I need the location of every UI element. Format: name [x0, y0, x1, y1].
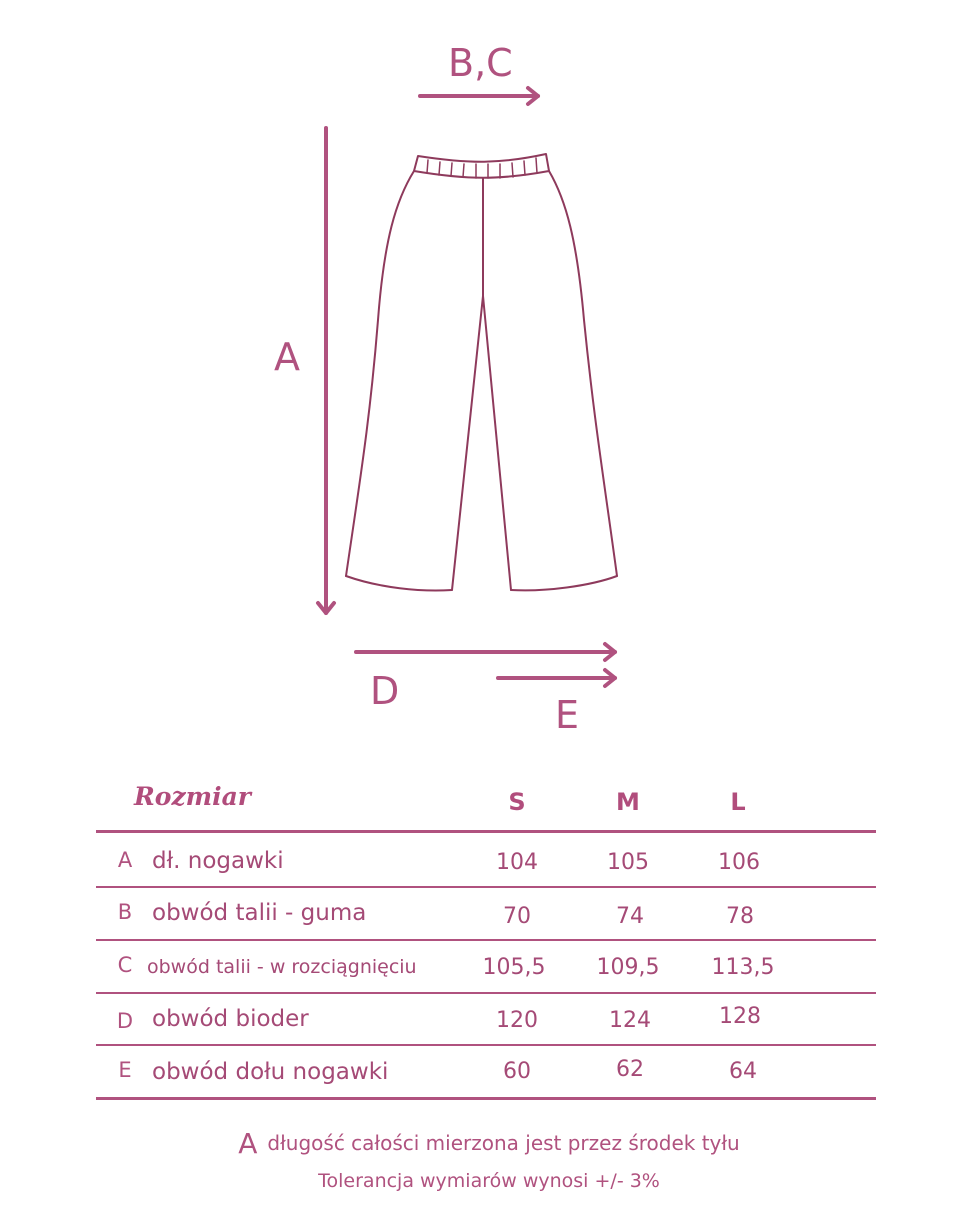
row-code: E — [118, 1058, 132, 1082]
arrow-e — [498, 670, 615, 686]
value-s: 70 — [503, 904, 531, 929]
table-row-b — [0, 888, 978, 938]
size-l-header: L — [730, 788, 746, 816]
row-label: obwód talii - w rozciągnięciu — [147, 956, 417, 978]
row-label: obwód talii - guma — [152, 900, 367, 926]
value-m: 105 — [607, 850, 649, 875]
value-m: 109,5 — [596, 955, 660, 980]
arrow-a — [318, 128, 334, 613]
value-s: 60 — [503, 1059, 531, 1084]
table-row-d — [0, 994, 978, 1044]
label-e: E — [555, 693, 580, 737]
table-top-rule — [96, 830, 876, 833]
note-text: długość całości mierzona jest przez środek tyłu — [267, 1131, 740, 1155]
value-l: 106 — [718, 850, 760, 875]
note-letter: A — [238, 1127, 258, 1160]
row-label: obwód dołu nogawki — [152, 1059, 389, 1085]
table-row-c — [0, 941, 978, 991]
size-table-header — [0, 780, 978, 826]
value-l: 113,5 — [711, 955, 775, 980]
row-label: dł. nogawki — [152, 848, 284, 874]
size-m-header: M — [616, 788, 640, 816]
arrow-b-c — [420, 88, 538, 104]
label-a: A — [274, 335, 300, 379]
value-m: 124 — [609, 1008, 651, 1033]
row-code: A — [117, 848, 133, 872]
value-s: 120 — [496, 1008, 538, 1033]
label-d: D — [370, 669, 400, 713]
value-l: 128 — [719, 1004, 761, 1029]
arrow-d — [356, 644, 615, 660]
row-code: C — [117, 953, 133, 977]
row-code: D — [116, 1009, 134, 1033]
table-bottom-rule — [96, 1097, 876, 1100]
size-s-header: S — [508, 788, 526, 816]
value-l: 64 — [729, 1059, 757, 1084]
label-b-c: B,C — [448, 41, 513, 85]
tolerance-note: Tolerancja wymiarów wynosi +/- 3% — [318, 1170, 660, 1192]
value-l: 78 — [726, 904, 754, 929]
table-row-a — [0, 836, 978, 886]
row-label: obwód bioder — [152, 1006, 309, 1032]
value-m: 74 — [616, 904, 644, 929]
pants-outline — [346, 154, 617, 590]
length-note — [0, 1127, 978, 1160]
table-row-e — [0, 1046, 978, 1096]
value-s: 105,5 — [482, 955, 546, 980]
value-s: 104 — [496, 850, 538, 875]
value-m: 62 — [616, 1057, 644, 1082]
size-table-title: Rozmiar — [134, 782, 251, 811]
row-code: B — [117, 900, 133, 924]
